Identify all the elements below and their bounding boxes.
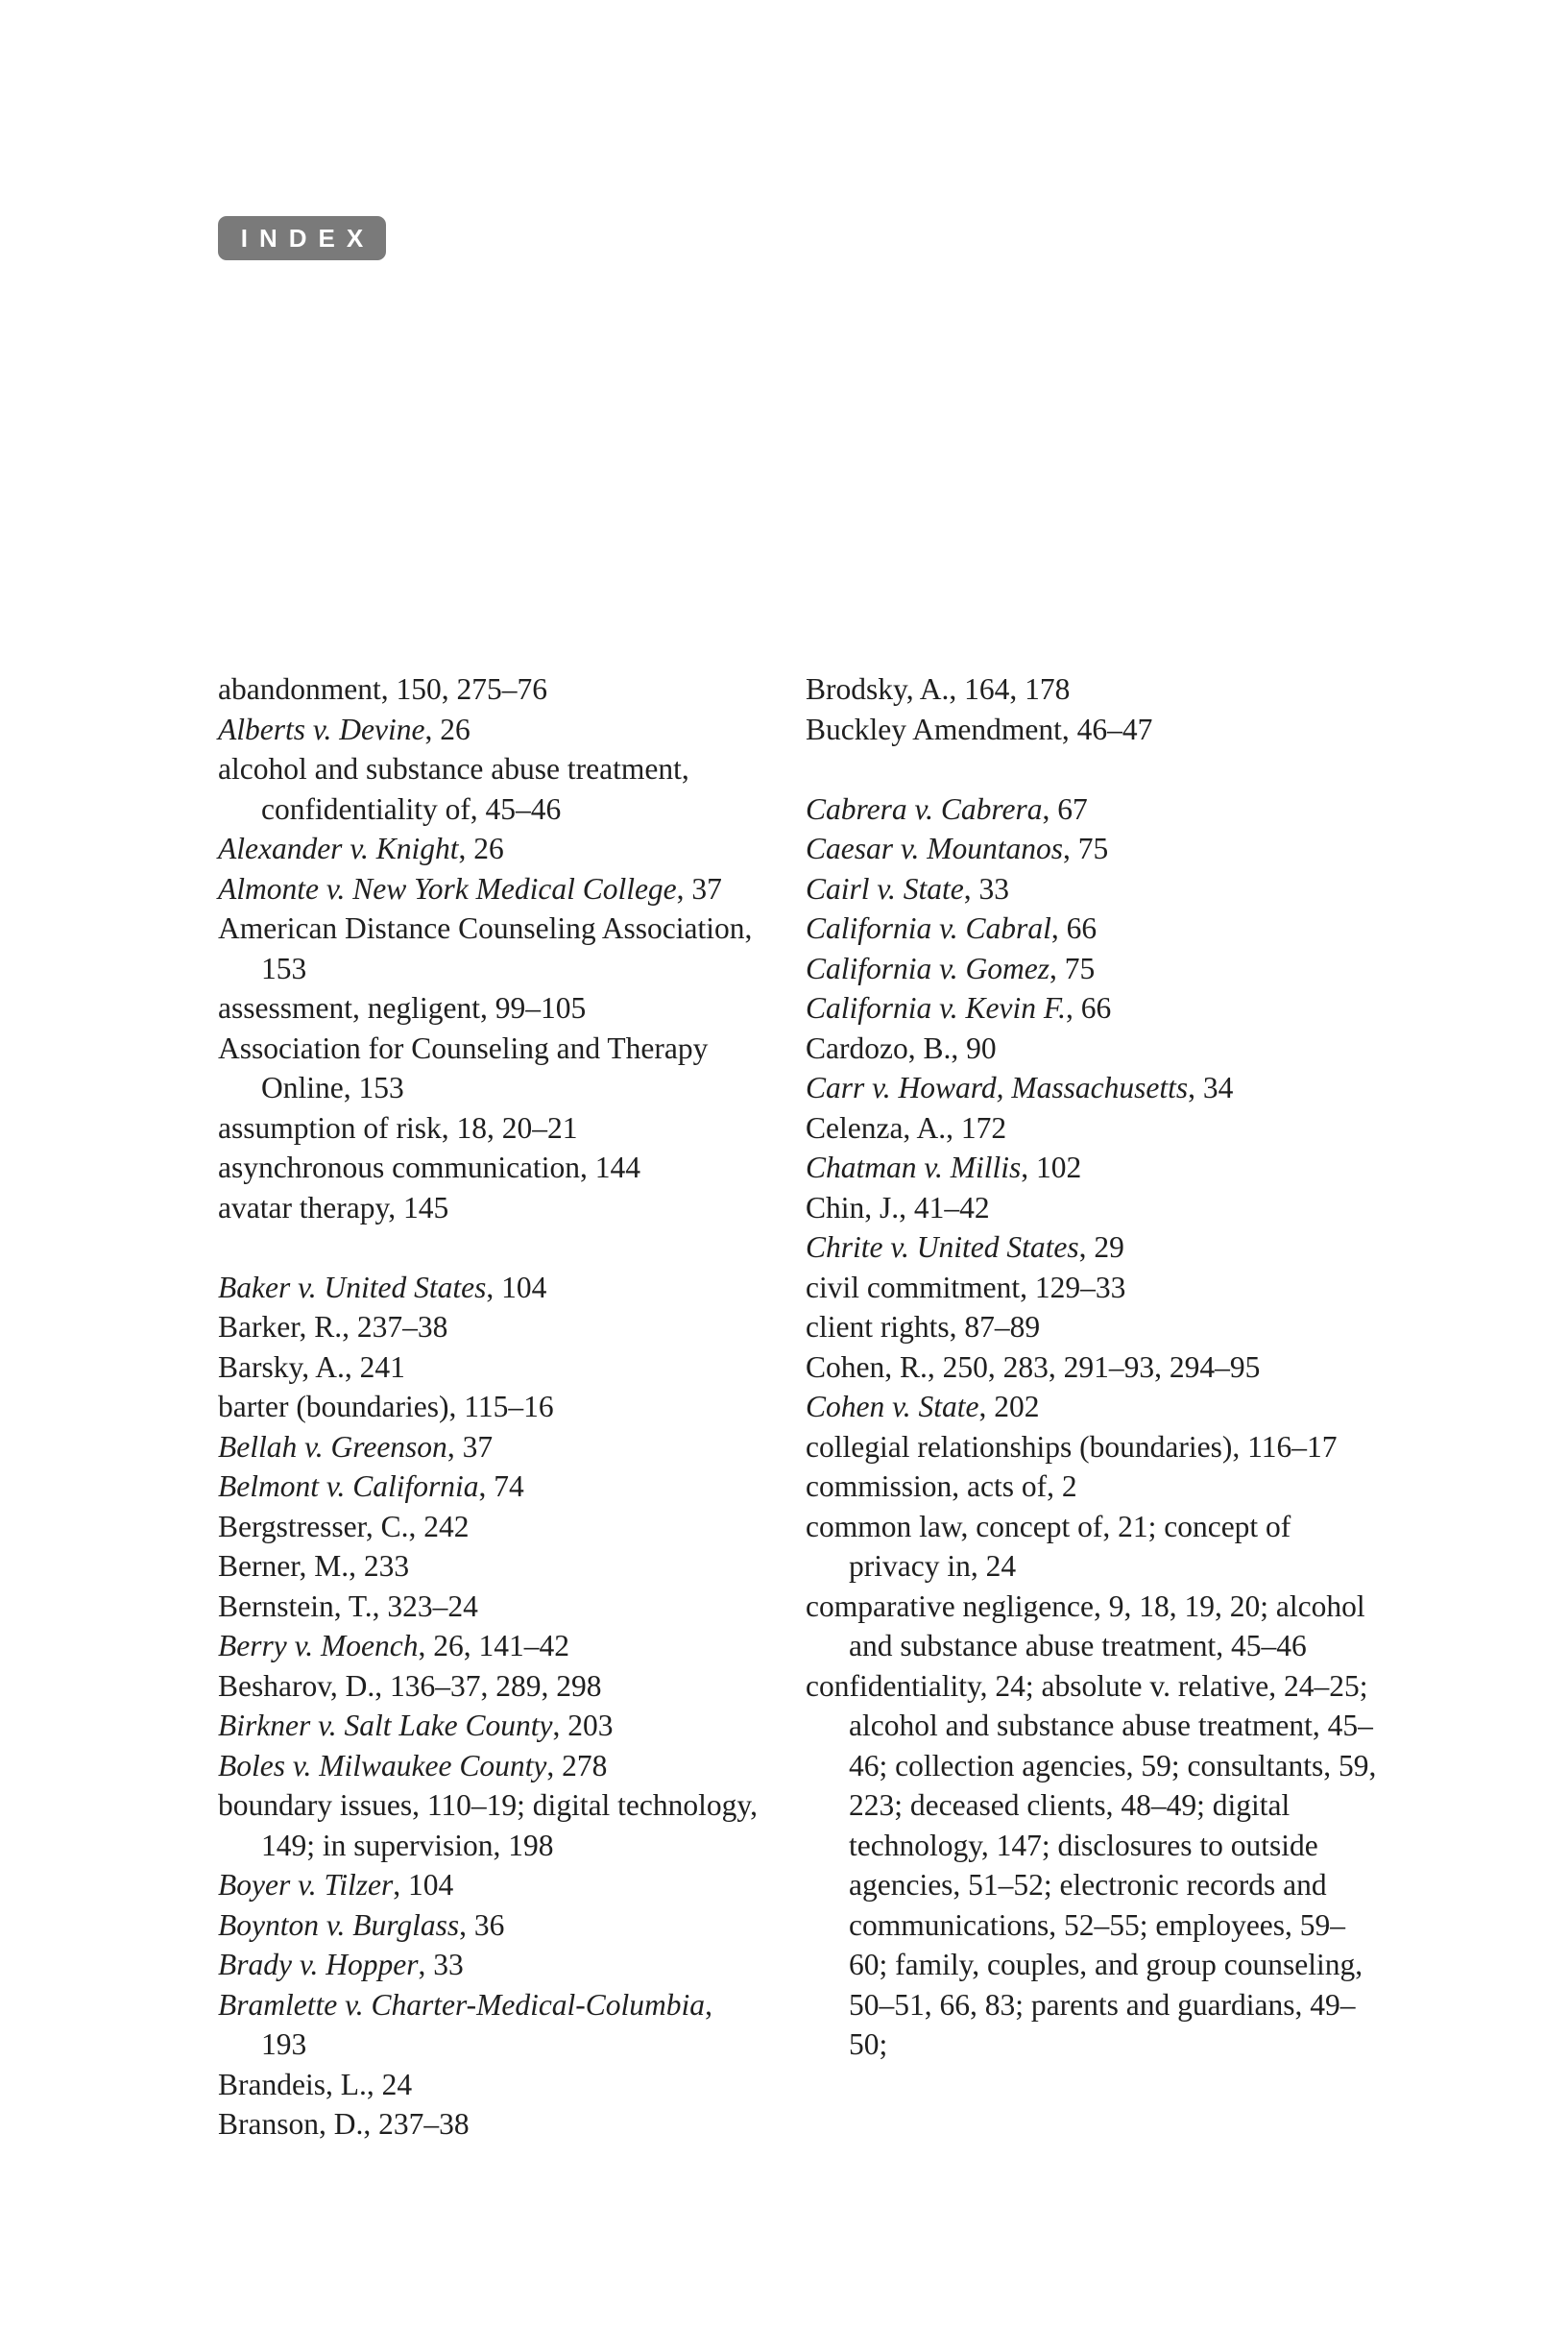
index-column-right	[806, 669, 1382, 2065]
entry-text: , 26	[458, 832, 504, 865]
index-entry	[806, 1188, 1382, 1228]
index-entry	[806, 949, 1382, 989]
index-header-label: INDEX	[240, 223, 375, 253]
index-entry	[806, 1029, 1382, 1069]
entry-case-title: Chrite v. United States	[806, 1230, 1079, 1264]
entry-text: , 104	[486, 1270, 547, 1304]
entry-text: , 29	[1078, 1230, 1124, 1264]
index-entry	[806, 988, 1382, 1029]
entry-text: , 74	[478, 1469, 524, 1503]
entry-text: comparative negligence, 9, 18, 19, 20; alcohol and substance abuse treatment, 45–46	[806, 1588, 1365, 1662]
entry-text: Brodsky, A., 164, 178	[806, 672, 1071, 706]
entry-text: avatar therapy, 145	[218, 1190, 449, 1224]
index-entry	[806, 829, 1382, 869]
index-entry	[218, 1785, 765, 1865]
entry-text: Besharov, D., 136–37, 289, 298	[218, 1668, 602, 1703]
index-entry	[218, 869, 765, 909]
entry-case-title: Cairl v. State	[806, 871, 964, 906]
index-entry	[218, 1307, 765, 1347]
entry-case-title: Bellah v. Greenson	[218, 1429, 447, 1464]
index-entry	[218, 1985, 765, 2065]
index-entry	[218, 1108, 765, 1149]
index-entry	[806, 1068, 1382, 1108]
index-entry	[806, 1268, 1382, 1308]
entry-case-title: Boynton v. Burglass	[218, 1907, 460, 1942]
index-entry	[806, 909, 1382, 949]
entry-case-title: Belmont v. California	[218, 1469, 479, 1503]
entry-text: abandonment, 150, 275–76	[218, 672, 547, 706]
entry-case-title: Baker v. United States	[218, 1270, 487, 1304]
entry-text: Cohen, R., 250, 283, 291–93, 294–95	[806, 1349, 1261, 1384]
entry-text: , 37	[676, 871, 722, 906]
entry-text: Celenza, A., 172	[806, 1110, 1007, 1145]
entry-text: client rights, 87–89	[806, 1310, 1041, 1344]
index-entry	[806, 1387, 1382, 1427]
index-entry	[218, 669, 765, 710]
entry-text: barter (boundaries), 115–16	[218, 1390, 554, 1423]
entry-case-title: Caesar v. Mountanos	[806, 832, 1064, 865]
index-entry	[806, 1427, 1382, 1467]
index-entry	[218, 829, 765, 869]
entry-text: Barsky, A., 241	[218, 1349, 405, 1384]
index-entry	[218, 1626, 765, 1666]
entry-text: , 67	[1042, 791, 1088, 826]
entry-text: , 203	[552, 1709, 614, 1742]
index-entry	[218, 988, 765, 1029]
entry-text: Buckley Amendment, 46–47	[806, 712, 1153, 746]
entry-text: Branson, D., 237–38	[218, 2107, 470, 2141]
entry-case-title: California v. Cabral	[806, 911, 1051, 945]
index-entry	[806, 1347, 1382, 1388]
entry-case-title: Cabrera v. Cabrera	[806, 791, 1043, 826]
entry-case-title: California v. Kevin F.	[806, 991, 1066, 1025]
entry-text: assumption of risk, 18, 20–21	[218, 1110, 578, 1145]
entry-text: , 278	[546, 1748, 608, 1782]
index-entry	[806, 710, 1382, 750]
entry-case-title: Alexander v. Knight	[218, 832, 459, 865]
index-entry	[218, 1945, 765, 1985]
index-entry	[218, 1029, 765, 1108]
entry-text: common law, concept of, 21; concept of privacy in, 24	[806, 1509, 1291, 1583]
index-entry	[218, 1905, 765, 1946]
entry-text: Berner, M., 233	[218, 1549, 410, 1583]
index-entry	[806, 1227, 1382, 1268]
index-entry	[218, 1387, 765, 1427]
index-entry	[218, 2104, 765, 2145]
entry-text: , 66	[1065, 991, 1112, 1025]
index-entry	[218, 710, 765, 750]
index-entry	[806, 1148, 1382, 1188]
entry-case-title: Chatman v. Millis	[806, 1151, 1022, 1184]
index-entry	[218, 1507, 765, 1547]
entry-text: asynchronous communication, 144	[218, 1151, 641, 1184]
index-entry	[806, 869, 1382, 909]
entry-text: , 33	[418, 1948, 464, 1981]
index-entry	[218, 909, 765, 988]
entry-text: , 75	[1063, 832, 1109, 865]
entry-text: Cardozo, B., 90	[806, 1031, 997, 1065]
entry-case-title: Cohen v. State	[806, 1390, 979, 1423]
index-entry	[218, 1347, 765, 1388]
entry-text: , 36	[459, 1907, 505, 1942]
index-entry	[806, 1587, 1382, 1666]
index-entry	[218, 1188, 765, 1228]
entry-case-title: Berry v. Moench	[218, 1629, 419, 1662]
entry-text: assessment, negligent, 99–105	[218, 991, 587, 1025]
index-entry	[218, 1546, 765, 1587]
index-entry	[218, 1746, 765, 1786]
entry-text: , 75	[1049, 951, 1096, 985]
entry-text: collegial relationships (boundaries), 116–17	[806, 1429, 1338, 1464]
index-entry	[218, 2065, 765, 2105]
entry-text: Bernstein, T., 323–24	[218, 1588, 478, 1623]
entry-case-title: Birkner v. Salt Lake County	[218, 1709, 553, 1742]
entry-text: commission, acts of, 2	[806, 1469, 1077, 1503]
entry-text: , 193	[261, 1987, 712, 2061]
entry-case-title: Carr v. Howard, Massachusetts	[806, 1071, 1189, 1104]
entry-text: , 104	[393, 1868, 454, 1902]
entry-text: Association for Counseling and Therapy Online, 153	[218, 1031, 709, 1104]
entry-text: , 202	[978, 1390, 1040, 1423]
entry-text: boundary issues, 110–19; digital technology, 149; in supervision, 198	[218, 1788, 758, 1862]
entry-text: confidentiality, 24; absolute v. relative, 24–25; alcohol and substance abuse treatment, 45–46; collection agencies, 59; consultants, 59, 223; deceased clients, 48–49; digital technology, 147; disclosures to outside agencies, 51–52; electronic records and communications, 52–55; employees, 59–60; family, couples, and group counseling, 50–51, 66, 83; parents and guardians, 49–50;	[806, 1668, 1377, 2061]
entry-text: Bergstresser, C., 242	[218, 1509, 470, 1543]
entry-text: , 66	[1050, 911, 1098, 945]
entry-text: alcohol and substance abuse treatment, confidentiality of, 45–46	[218, 752, 689, 826]
index-entry	[218, 749, 765, 829]
entry-case-title: Brady v. Hopper	[218, 1948, 419, 1981]
index-entry	[806, 1507, 1382, 1587]
entry-case-title: Alberts v. Devine	[218, 712, 425, 746]
entry-case-title: Almonte v. New York Medical College	[218, 871, 677, 906]
index-entry	[806, 1108, 1382, 1149]
index-entry	[806, 1467, 1382, 1507]
entry-case-title: California v. Gomez	[806, 951, 1050, 985]
index-entry	[806, 669, 1382, 710]
index-entry	[218, 1148, 765, 1188]
entry-case-title: Bramlette v. Charter-Medical-Columbia	[218, 1987, 706, 2022]
entry-case-title: Boyer v. Tilzer	[218, 1868, 394, 1902]
entry-case-title: Boles v. Milwaukee County	[218, 1748, 547, 1782]
entry-text: , 102	[1021, 1151, 1082, 1184]
index-entry	[806, 1307, 1382, 1347]
entry-text: civil commitment, 129–33	[806, 1270, 1126, 1304]
entry-text: , 26	[424, 712, 470, 746]
index-header-badge	[218, 216, 386, 260]
entry-text: , 34	[1188, 1071, 1234, 1104]
entry-text: Chin, J., 41–42	[806, 1190, 990, 1224]
entry-text: Barker, R., 237–38	[218, 1310, 448, 1344]
index-entry	[806, 789, 1382, 830]
index-entry	[218, 1865, 765, 1905]
entry-text: Brandeis, L., 24	[218, 2067, 413, 2101]
index-entry	[218, 1268, 765, 1308]
index-entry	[218, 1427, 765, 1467]
entry-text: , 37	[446, 1429, 494, 1464]
index-entry	[218, 1666, 765, 1707]
index-entry	[218, 1467, 765, 1507]
index-column-left	[218, 669, 765, 2145]
entry-text: , 33	[963, 871, 1010, 906]
index-entry	[806, 1666, 1382, 2065]
entry-text: American Distance Counseling Association, 153	[218, 911, 753, 985]
entry-text: , 26, 141–42	[418, 1629, 569, 1662]
index-entry	[218, 1706, 765, 1746]
index-entry	[218, 1587, 765, 1627]
